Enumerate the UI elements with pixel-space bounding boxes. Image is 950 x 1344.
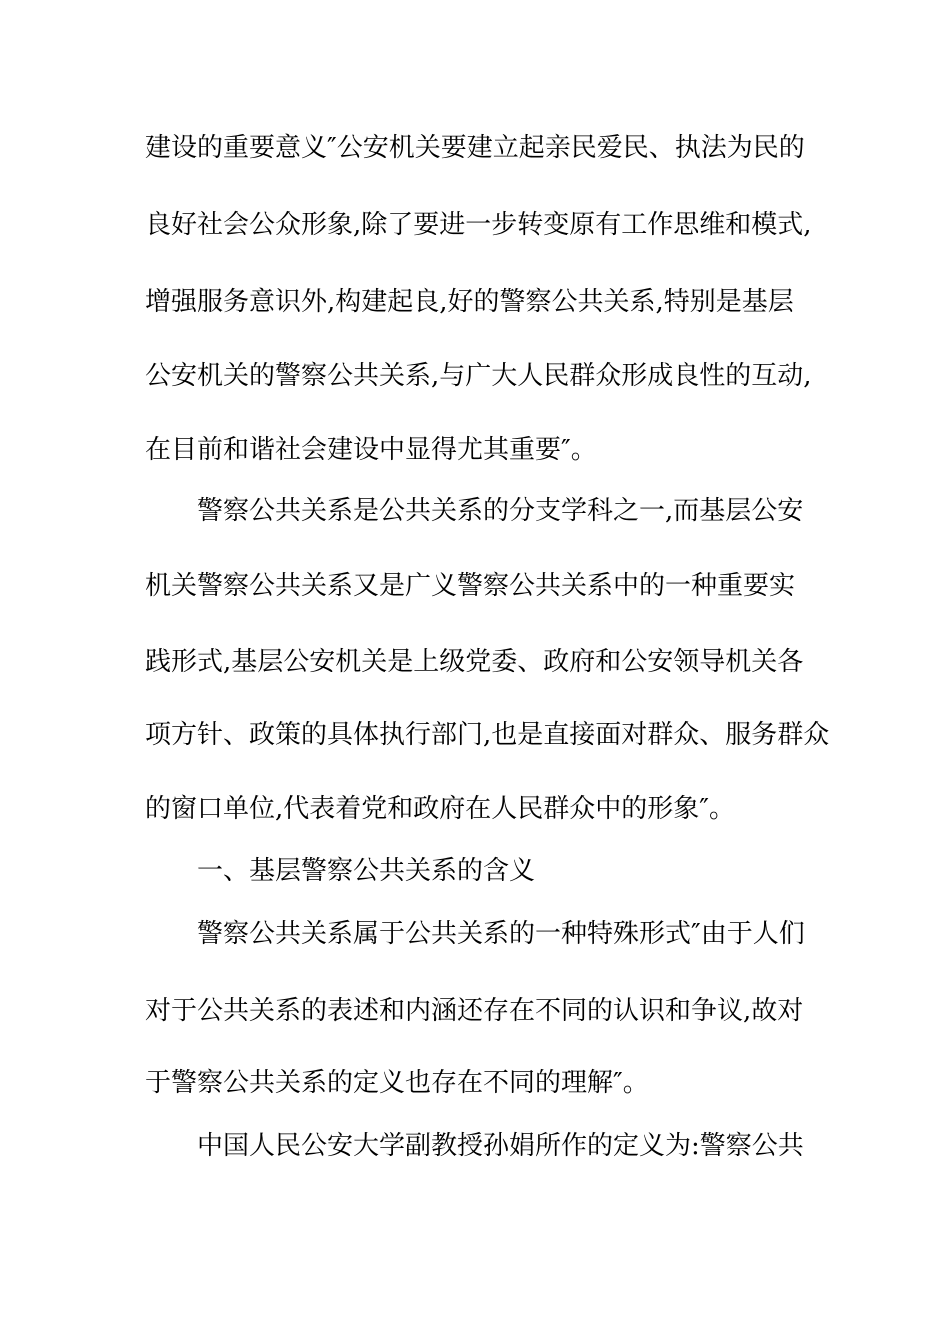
section-heading: 一、基层警察公共关系的含义 [197,856,536,886]
text-line: 在目前和谐社会建设中显得尤其重要″。 [145,435,597,465]
paragraph-start-line: 警察公共关系属于公共关系的一种特殊形式″由于人们 [197,919,805,949]
text-line: 对于公共关系的表述和内涵还存在不同的认识和争议,故对 [145,996,804,1026]
text-line: 机关警察公共关系又是广义警察公共关系中的一种重要实 [145,571,796,601]
paragraph-start-line: 警察公共关系是公共关系的分支学科之一,而基层公安 [197,496,804,526]
text-line: 建设的重要意义″公安机关要建立起亲民爱民、执法为民的 [145,133,805,163]
text-line: 于警察公共关系的定义也存在不同的理解″。 [145,1068,649,1098]
text-line: 的窗口单位,代表着党和政府在人民群众中的形象″。 [145,794,735,824]
text-line: 公安机关的警察公共关系,与广大人民群众形成良性的互动, [145,361,812,391]
text-line: 良好社会公众形象,除了要进一步转变原有工作思维和模式, [145,210,812,240]
paragraph-start-line: 中国人民公安大学副教授孙娟所作的定义为:警察公共 [197,1131,804,1161]
text-line: 践形式,基层公安机关是上级党委、政府和公安领导机关各 [145,647,804,677]
text-line: 增强服务意识外,构建起良,好的警察公共关系,特别是基层 [145,287,794,317]
text-line: 项方针、政策的具体执行部门,也是直接面对群众、服务群众 [145,720,830,750]
